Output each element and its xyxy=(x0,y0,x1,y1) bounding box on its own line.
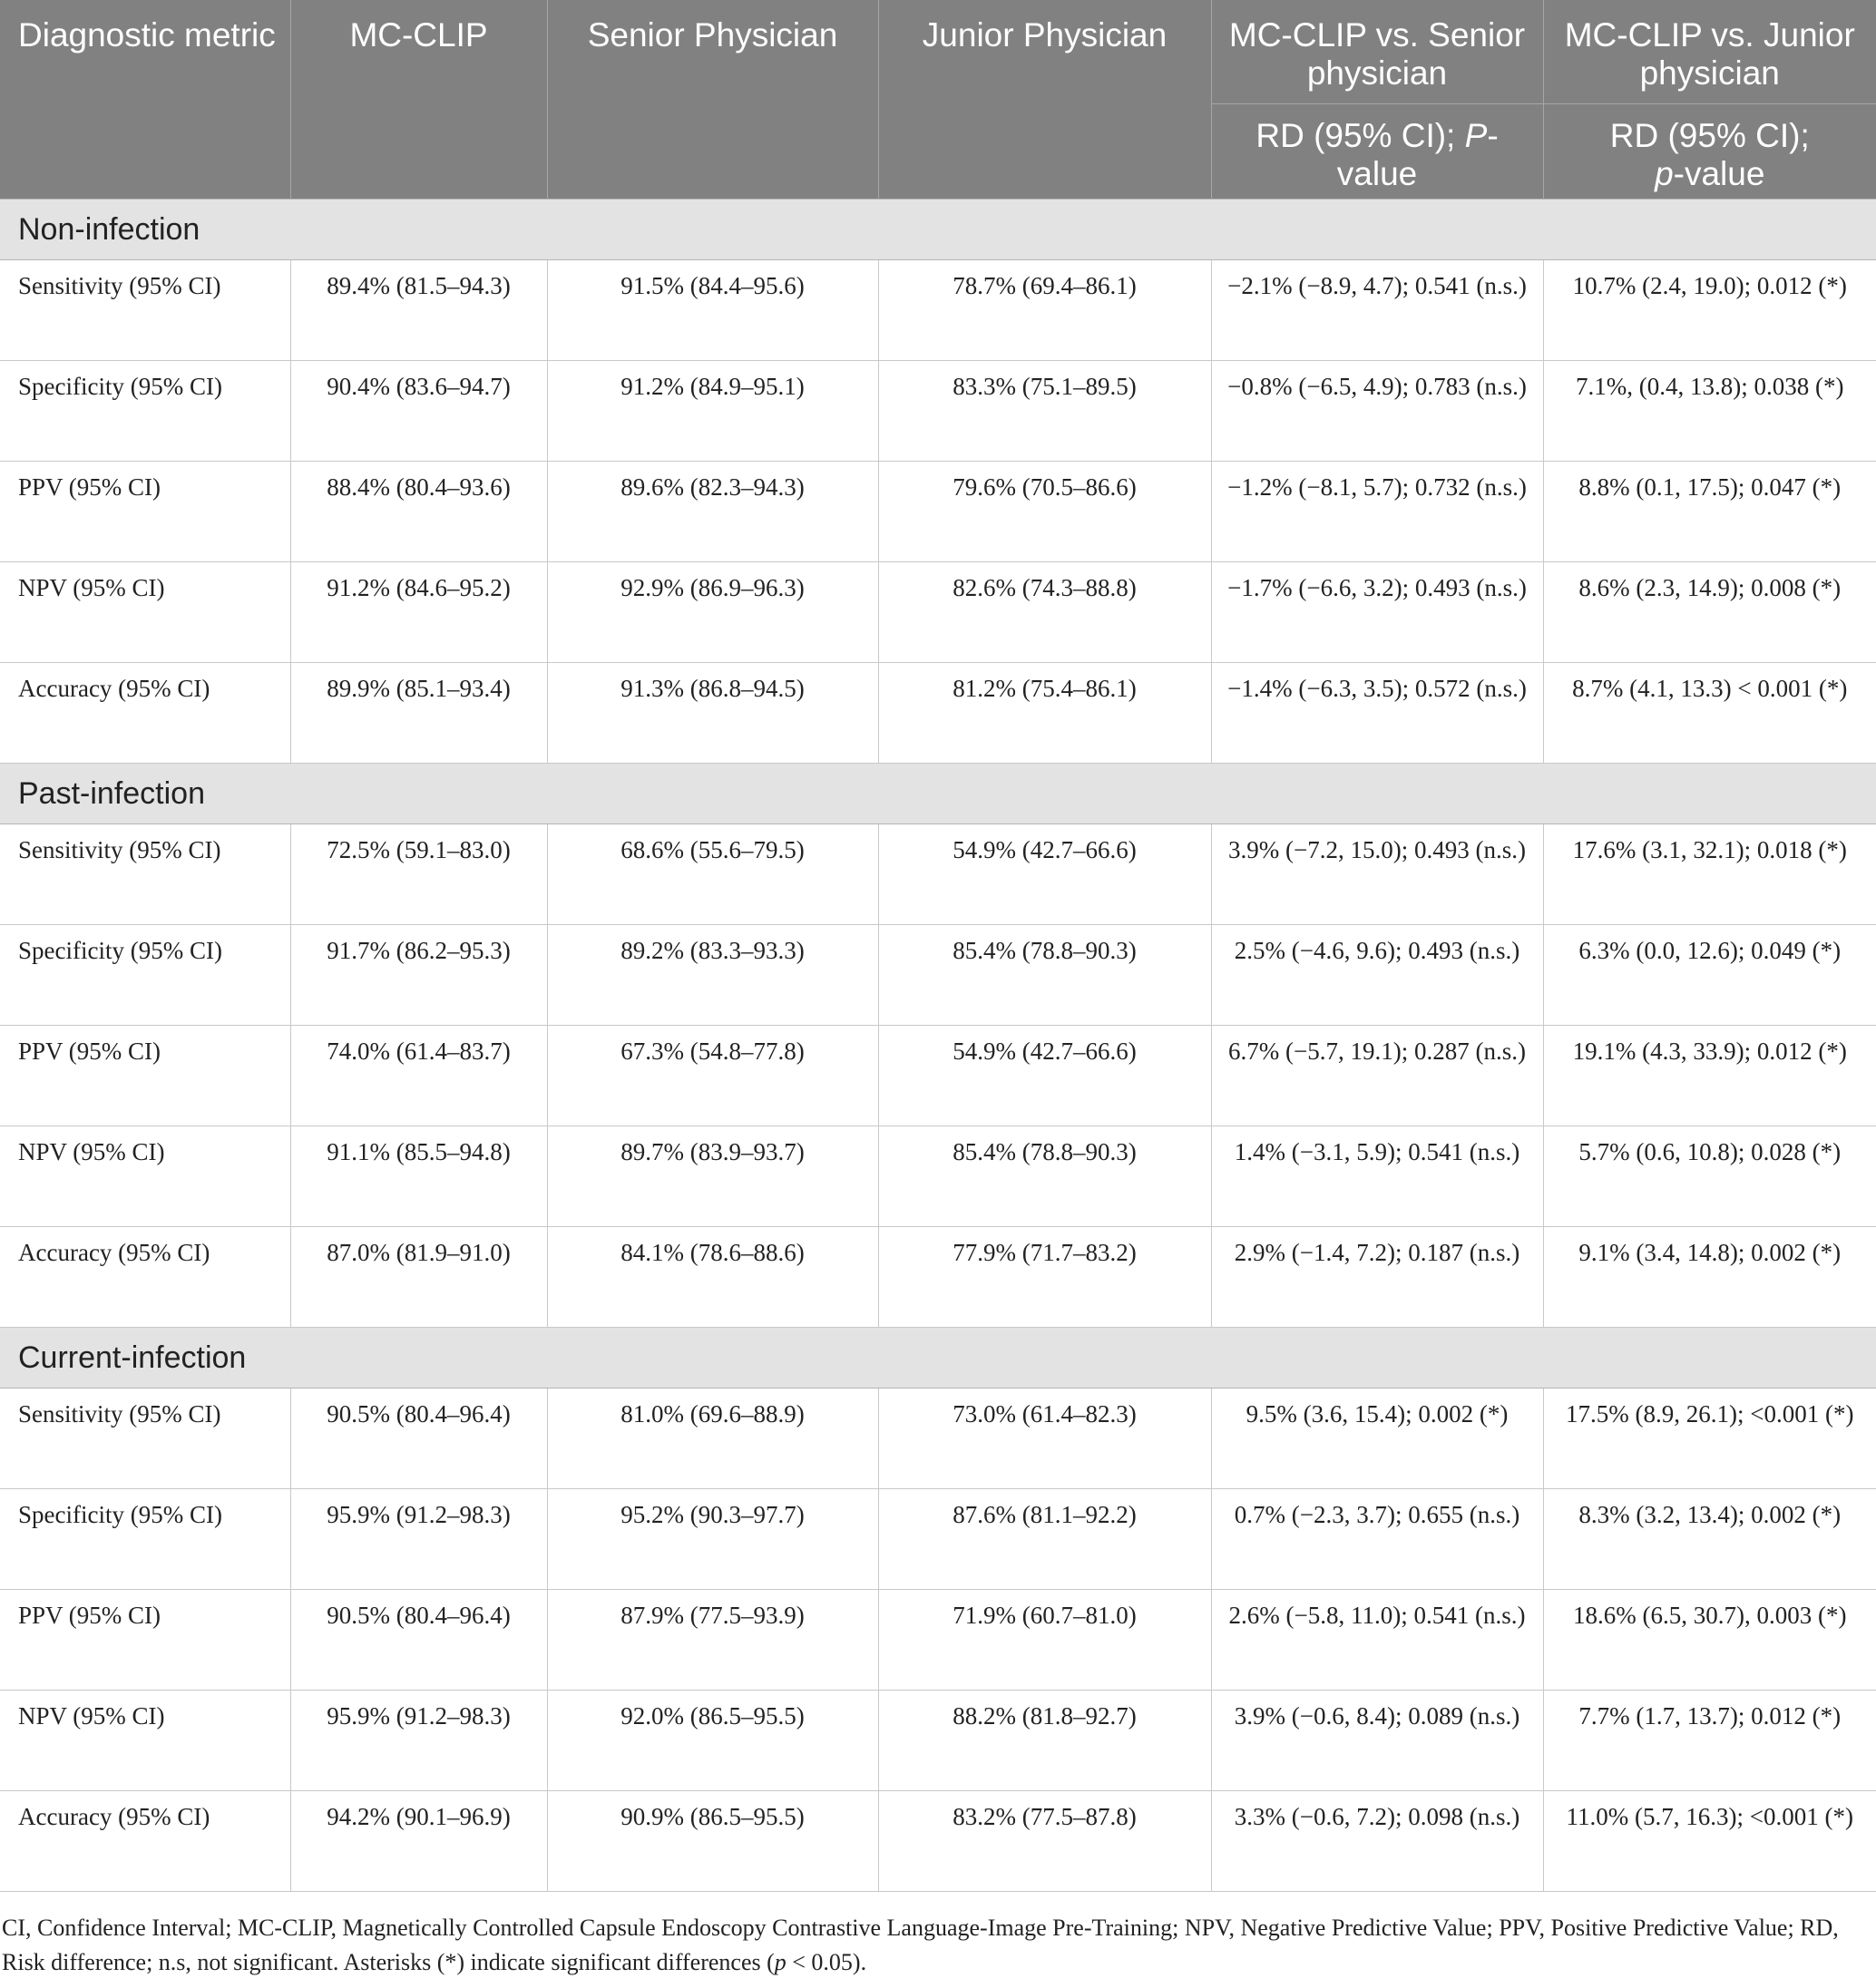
cell-mc-clip: 91.7% (86.2–95.3) xyxy=(290,925,547,1026)
cell-metric: Sensitivity (95% CI) xyxy=(0,260,290,361)
cell-metric: NPV (95% CI) xyxy=(0,562,290,663)
cell-vs-senior: −1.4% (−6.3, 3.5); 0.572 (n.s.) xyxy=(1211,663,1543,764)
header-junior-physician: Junior Physician xyxy=(878,0,1211,200)
table-row xyxy=(0,361,1876,462)
cell-mc-clip: 90.5% (80.4–96.4) xyxy=(290,1389,547,1489)
cell-junior: 81.2% (75.4–86.1) xyxy=(878,663,1211,764)
cell-mc-clip: 89.4% (81.5–94.3) xyxy=(290,260,547,361)
table-row xyxy=(0,1389,1876,1489)
table-row xyxy=(0,562,1876,663)
table-row xyxy=(0,925,1876,1026)
cell-metric: Sensitivity (95% CI) xyxy=(0,1389,290,1489)
subheader-rd-vs-senior-text: RD (95% CI); xyxy=(1256,117,1465,154)
cell-vs-junior: 8.6% (2.3, 14.9); 0.008 (*) xyxy=(1543,562,1876,663)
cell-senior: 92.0% (86.5–95.5) xyxy=(547,1691,878,1791)
section-title: Current-infection xyxy=(0,1328,1876,1389)
cell-vs-senior: −2.1% (−8.9, 4.7); 0.541 (n.s.) xyxy=(1211,260,1543,361)
section-title: Past-infection xyxy=(0,764,1876,824)
cell-mc-clip: 91.1% (85.5–94.8) xyxy=(290,1126,547,1227)
cell-mc-clip: 90.5% (80.4–96.4) xyxy=(290,1590,547,1691)
cell-junior: 82.6% (74.3–88.8) xyxy=(878,562,1211,663)
header-mc-clip-vs-junior: MC-CLIP vs. Junior physician xyxy=(1543,0,1876,104)
cell-junior: 79.6% (70.5–86.6) xyxy=(878,462,1211,562)
cell-vs-junior: 5.7% (0.6, 10.8); 0.028 (*) xyxy=(1543,1126,1876,1227)
header-diagnostic-metric: Diagnostic metric xyxy=(0,0,290,200)
cell-mc-clip: 94.2% (90.1–96.9) xyxy=(290,1791,547,1892)
cell-vs-junior: 7.1%, (0.4, 13.8); 0.038 (*) xyxy=(1543,361,1876,462)
cell-mc-clip: 87.0% (81.9–91.0) xyxy=(290,1227,547,1328)
cell-metric: Accuracy (95% CI) xyxy=(0,1227,290,1328)
section-header xyxy=(0,1328,1876,1389)
subheader-rd-vs-junior-text: RD (95% CI); xyxy=(1609,117,1810,154)
cell-vs-junior: 8.8% (0.1, 17.5); 0.047 (*) xyxy=(1543,462,1876,562)
cell-metric: Specificity (95% CI) xyxy=(0,925,290,1026)
cell-junior: 54.9% (42.7–66.6) xyxy=(878,1026,1211,1126)
cell-metric: Specificity (95% CI) xyxy=(0,361,290,462)
table-row xyxy=(0,260,1876,361)
footnote-text-end: < 0.05). xyxy=(786,1949,867,1975)
cell-mc-clip: 95.9% (91.2–98.3) xyxy=(290,1691,547,1791)
cell-metric: NPV (95% CI) xyxy=(0,1126,290,1227)
cell-mc-clip: 91.2% (84.6–95.2) xyxy=(290,562,547,663)
cell-vs-junior: 8.3% (3.2, 13.4); 0.002 (*) xyxy=(1543,1489,1876,1590)
cell-vs-junior: 7.7% (1.7, 13.7); 0.012 (*) xyxy=(1543,1691,1876,1791)
cell-metric: PPV (95% CI) xyxy=(0,462,290,562)
table-body xyxy=(0,200,1876,1892)
cell-senior: 68.6% (55.6–79.5) xyxy=(547,824,878,925)
cell-vs-senior: −1.2% (−8.1, 5.7); 0.732 (n.s.) xyxy=(1211,462,1543,562)
cell-junior: 71.9% (60.7–81.0) xyxy=(878,1590,1211,1691)
cell-vs-junior: 6.3% (0.0, 12.6); 0.049 (*) xyxy=(1543,925,1876,1026)
cell-senior: 90.9% (86.5–95.5) xyxy=(547,1791,878,1892)
cell-vs-senior: −1.7% (−6.6, 3.2); 0.493 (n.s.) xyxy=(1211,562,1543,663)
cell-metric: NPV (95% CI) xyxy=(0,1691,290,1791)
cell-junior: 83.2% (77.5–87.8) xyxy=(878,1791,1211,1892)
cell-metric: PPV (95% CI) xyxy=(0,1590,290,1691)
cell-senior: 89.7% (83.9–93.7) xyxy=(547,1126,878,1227)
cell-senior: 95.2% (90.3–97.7) xyxy=(547,1489,878,1590)
cell-vs-senior: −0.8% (−6.5, 4.9); 0.783 (n.s.) xyxy=(1211,361,1543,462)
subheader-p-italic: P xyxy=(1464,117,1488,154)
cell-vs-junior: 19.1% (4.3, 33.9); 0.012 (*) xyxy=(1543,1026,1876,1126)
cell-senior: 87.9% (77.5–93.9) xyxy=(547,1590,878,1691)
cell-junior: 73.0% (61.4–82.3) xyxy=(878,1389,1211,1489)
footnote-p-italic: p xyxy=(774,1949,787,1975)
cell-vs-junior: 9.1% (3.4, 14.8); 0.002 (*) xyxy=(1543,1227,1876,1328)
cell-junior: 77.9% (71.7–83.2) xyxy=(878,1227,1211,1328)
cell-junior: 78.7% (69.4–86.1) xyxy=(878,260,1211,361)
header-mc-clip-vs-senior: MC-CLIP vs. Senior physician xyxy=(1211,0,1543,104)
subheader-value-text: -value xyxy=(1336,117,1499,192)
cell-vs-senior: 2.9% (−1.4, 7.2); 0.187 (n.s.) xyxy=(1211,1227,1543,1328)
cell-senior: 92.9% (86.9–96.3) xyxy=(547,562,878,663)
section-header xyxy=(0,200,1876,260)
cell-senior: 67.3% (54.8–77.8) xyxy=(547,1026,878,1126)
cell-vs-senior: 6.7% (−5.7, 19.1); 0.287 (n.s.) xyxy=(1211,1026,1543,1126)
cell-vs-senior: 2.5% (−4.6, 9.6); 0.493 (n.s.) xyxy=(1211,925,1543,1026)
table-row xyxy=(0,663,1876,764)
cell-metric: PPV (95% CI) xyxy=(0,1026,290,1126)
cell-vs-junior: 17.5% (8.9, 26.1); <0.001 (*) xyxy=(1543,1389,1876,1489)
cell-mc-clip: 95.9% (91.2–98.3) xyxy=(290,1489,547,1590)
table-row xyxy=(0,1489,1876,1590)
table-row xyxy=(0,1791,1876,1892)
cell-metric: Specificity (95% CI) xyxy=(0,1489,290,1590)
table-row xyxy=(0,1691,1876,1791)
cell-vs-junior: 10.7% (2.4, 19.0); 0.012 (*) xyxy=(1543,260,1876,361)
table-row xyxy=(0,824,1876,925)
section-title: Non-infection xyxy=(0,200,1876,260)
cell-metric: Accuracy (95% CI) xyxy=(0,1791,290,1892)
cell-senior: 91.2% (84.9–95.1) xyxy=(547,361,878,462)
section-header xyxy=(0,764,1876,824)
cell-vs-junior: 17.6% (3.1, 32.1); 0.018 (*) xyxy=(1543,824,1876,925)
footnote-text: CI, Confidence Interval; MC-CLIP, Magnetically Controlled Capsule Endoscopy Contrastive Language-Image Pre-Training; NPV, Negative Predictive Value; PPV, Positive Predictive Value; RD, Risk difference; n.s, not significant. Asterisks (*) indicate significant differences ( xyxy=(2,1915,1839,1975)
table-row xyxy=(0,462,1876,562)
subheader-value-text: -value xyxy=(1673,155,1765,192)
table-footnote xyxy=(0,1911,1852,1980)
cell-mc-clip: 72.5% (59.1–83.0) xyxy=(290,824,547,925)
cell-junior: 88.2% (81.8–92.7) xyxy=(878,1691,1211,1791)
cell-junior: 85.4% (78.8–90.3) xyxy=(878,925,1211,1026)
cell-metric: Sensitivity (95% CI) xyxy=(0,824,290,925)
table-row xyxy=(0,1227,1876,1328)
cell-vs-senior: 0.7% (−2.3, 3.7); 0.655 (n.s.) xyxy=(1211,1489,1543,1590)
cell-vs-junior: 11.0% (5.7, 16.3); <0.001 (*) xyxy=(1543,1791,1876,1892)
cell-vs-senior: 3.9% (−7.2, 15.0); 0.493 (n.s.) xyxy=(1211,824,1543,925)
cell-senior: 91.3% (86.8–94.5) xyxy=(547,663,878,764)
cell-vs-senior: 3.3% (−0.6, 7.2); 0.098 (n.s.) xyxy=(1211,1791,1543,1892)
subheader-rd-vs-senior xyxy=(1211,104,1543,200)
cell-junior: 87.6% (81.1–92.2) xyxy=(878,1489,1211,1590)
cell-senior: 84.1% (78.6–88.6) xyxy=(547,1227,878,1328)
header-senior-physician: Senior Physician xyxy=(547,0,878,200)
cell-mc-clip: 74.0% (61.4–83.7) xyxy=(290,1026,547,1126)
subheader-p-italic: p xyxy=(1655,155,1674,192)
cell-metric: Accuracy (95% CI) xyxy=(0,663,290,764)
table-row xyxy=(0,1026,1876,1126)
cell-vs-junior: 8.7% (4.1, 13.3) < 0.001 (*) xyxy=(1543,663,1876,764)
cell-junior: 83.3% (75.1–89.5) xyxy=(878,361,1211,462)
table-row xyxy=(0,1590,1876,1691)
cell-vs-senior: 3.9% (−0.6, 8.4); 0.089 (n.s.) xyxy=(1211,1691,1543,1791)
cell-senior: 89.6% (82.3–94.3) xyxy=(547,462,878,562)
cell-junior: 54.9% (42.7–66.6) xyxy=(878,824,1211,925)
cell-vs-senior: 9.5% (3.6, 15.4); 0.002 (*) xyxy=(1211,1389,1543,1489)
cell-mc-clip: 88.4% (80.4–93.6) xyxy=(290,462,547,562)
cell-senior: 91.5% (84.4–95.6) xyxy=(547,260,878,361)
table-header xyxy=(0,0,1876,200)
table-row xyxy=(0,1126,1876,1227)
cell-mc-clip: 89.9% (85.1–93.4) xyxy=(290,663,547,764)
cell-senior: 81.0% (69.6–88.9) xyxy=(547,1389,878,1489)
cell-junior: 85.4% (78.8–90.3) xyxy=(878,1126,1211,1227)
cell-senior: 89.2% (83.3–93.3) xyxy=(547,925,878,1026)
header-mc-clip: MC-CLIP xyxy=(290,0,547,200)
cell-vs-junior: 18.6% (6.5, 30.7), 0.003 (*) xyxy=(1543,1590,1876,1691)
cell-vs-senior: 1.4% (−3.1, 5.9); 0.541 (n.s.) xyxy=(1211,1126,1543,1227)
cell-mc-clip: 90.4% (83.6–94.7) xyxy=(290,361,547,462)
subheader-rd-vs-junior xyxy=(1543,104,1876,200)
cell-vs-senior: 2.6% (−5.8, 11.0); 0.541 (n.s.) xyxy=(1211,1590,1543,1691)
